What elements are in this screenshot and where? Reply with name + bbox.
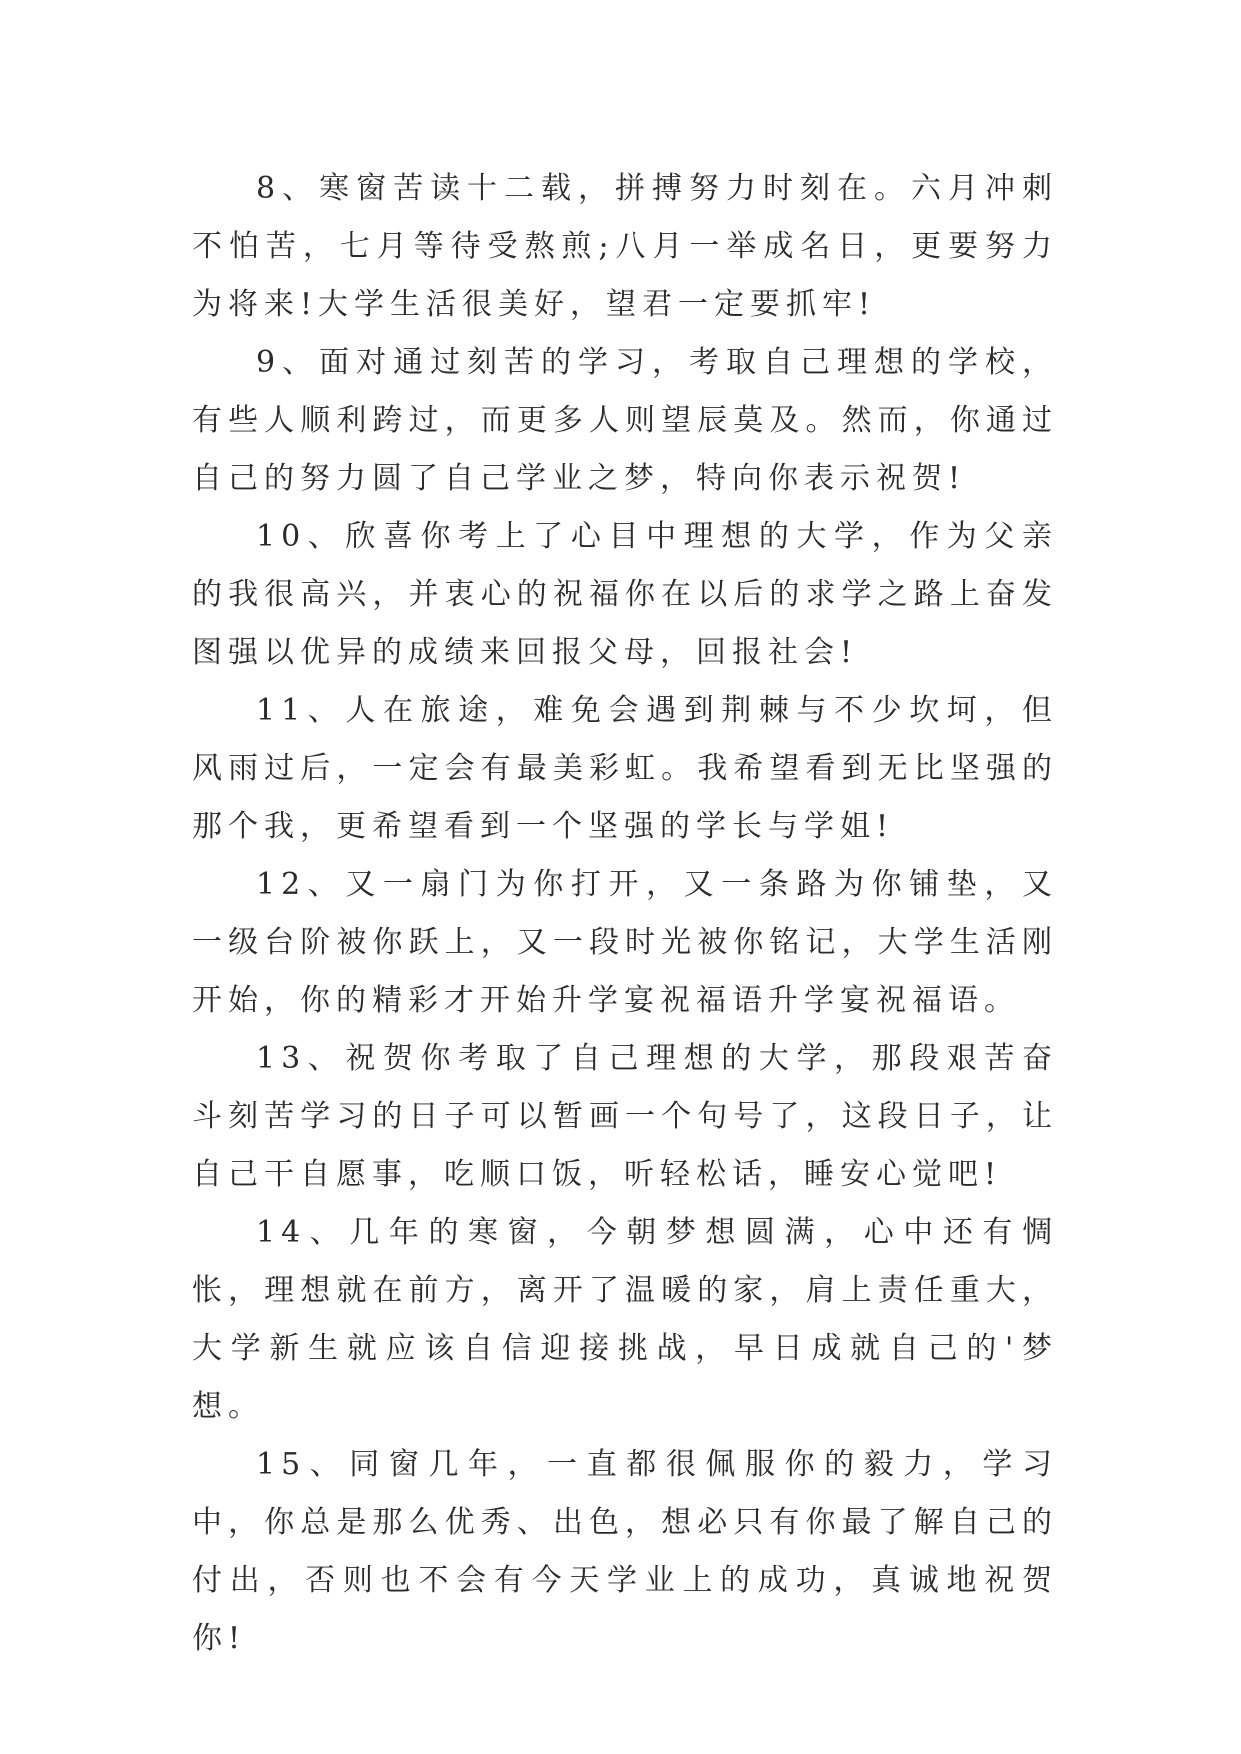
- paragraph-15: 15、同窗几年，一直都很佩服你的毅力，学习中，你总是那么优秀、出色，想必只有你最了解自己的付出，否则也不会有今天学业上的成功，真诚地祝贺你!: [192, 1447, 1058, 1656]
- paragraph-9: 9、面对通过刻苦的学习，考取自己理想的学校，有些人顺利跨过，而更多人则望辰莫及。然而，你通过自己的努力圆了自己学业之梦，特向你表示祝贺!: [192, 345, 1058, 496]
- paragraph-10: 10、欣喜你考上了心目中理想的大学，作为父亲的我很高兴，并衷心的祝福你在以后的求学之路上奋发图强以优异的成绩来回报父母，回报社会!: [192, 519, 1058, 670]
- paragraph-11: 11、人在旅途，难免会遇到荆棘与不少坎坷，但风雨过后，一定会有最美彩虹。我希望看到无比坚强的那个我，更希望看到一个坚强的学长与学姐!: [192, 693, 1058, 844]
- document-body: [192, 160, 1058, 1668]
- paragraph-14: 14、几年的寒窗，今朝梦想圆满，心中还有惆怅，理想就在前方，离开了温暖的家，肩上责任重大，大学新生就应该自信迎接挑战，早日成就自己的'梦想。: [192, 1215, 1058, 1424]
- paragraph-13: 13、祝贺你考取了自己理想的大学，那段艰苦奋斗刻苦学习的日子可以暂画一个句号了，这段日子，让自己干自愿事，吃顺口饭，听轻松话，睡安心觉吧!: [192, 1041, 1058, 1192]
- paragraph-8: 8、寒窗苦读十二载，拼搏努力时刻在。六月冲刺不怕苦，七月等待受熬煎;八月一举成名日，更要努力为将来!大学生活很美好，望君一定要抓牢!: [192, 171, 1058, 322]
- paragraph-12: 12、又一扇门为你打开，又一条路为你铺垫，又一级台阶被你跃上，又一段时光被你铭记，大学生活刚开始，你的精彩才开始升学宴祝福语升学宴祝福语。: [192, 867, 1058, 1018]
